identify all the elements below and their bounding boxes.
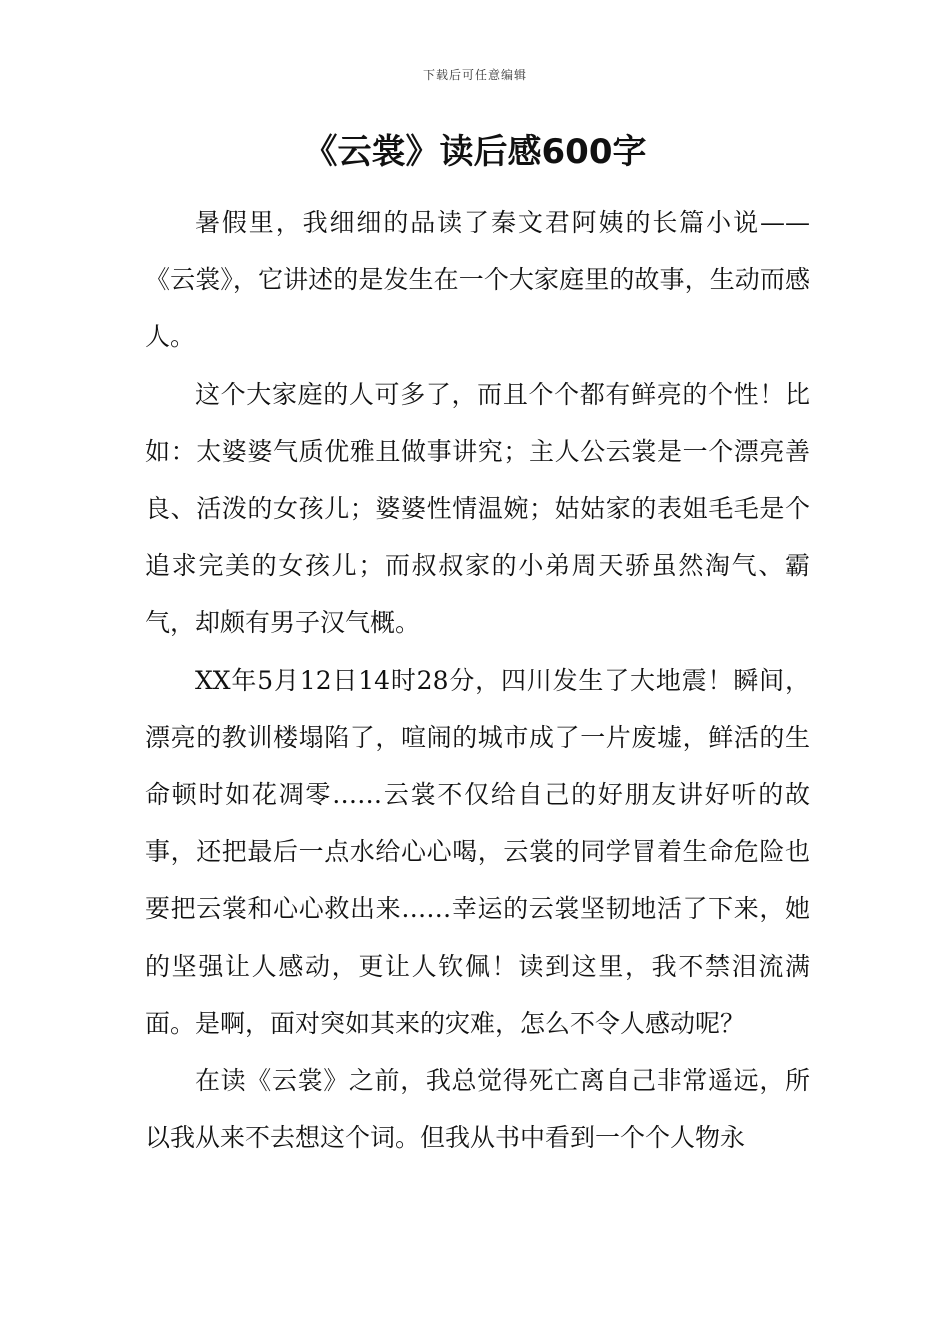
header-note: 下载后可任意编辑 (422, 68, 527, 82)
document-title: 《云裳》读后感600字 (303, 132, 647, 172)
paragraph-3: XX年5月12日14时28分，四川发生了大地震！瞬间，漂亮的教训楼塌陷了，喧闹的城市成了一片废墟，鲜活的生命顿时如花凋零……云裳不仅给自己的好朋友讲好听的故事，还把最后一点水给心心喝，云裳的同学冒着生命危险也要把云裳和心心救出来……幸运的云裳坚韧地活了下来，她的坚强让人感动，更让人钦佩！读到这里，我不禁泪流满面。是啊，面对突如其来的灾难，怎么不令人感动呢？ (145, 665, 810, 1038)
document-body (145, 194, 810, 1166)
paragraph-1: 暑假里，我细细的品读了秦文君阿姨的长篇小说——《云裳》，它讲述的是发生在一个大家庭里的故事，生动而感人。 (145, 208, 810, 352)
paragraph-2: 这个大家庭的人可多了，而且个个都有鲜亮的个性！比如：太婆婆气质优雅且做事讲究；主人公云裳是一个漂亮善良、活泼的女孩儿；婆婆性情温婉；姑姑家的表姐毛毛是个追求完美的女孩儿；而叔叔家的小弟周天骄虽然淘气、霸气，却颇有男子汉气概。 (145, 379, 810, 638)
paragraph-4: 在读《云裳》之前，我总觉得死亡离自己非常遥远，所以我从来不去想这个词。但我从书中看到一个个人物永 (145, 1066, 810, 1153)
